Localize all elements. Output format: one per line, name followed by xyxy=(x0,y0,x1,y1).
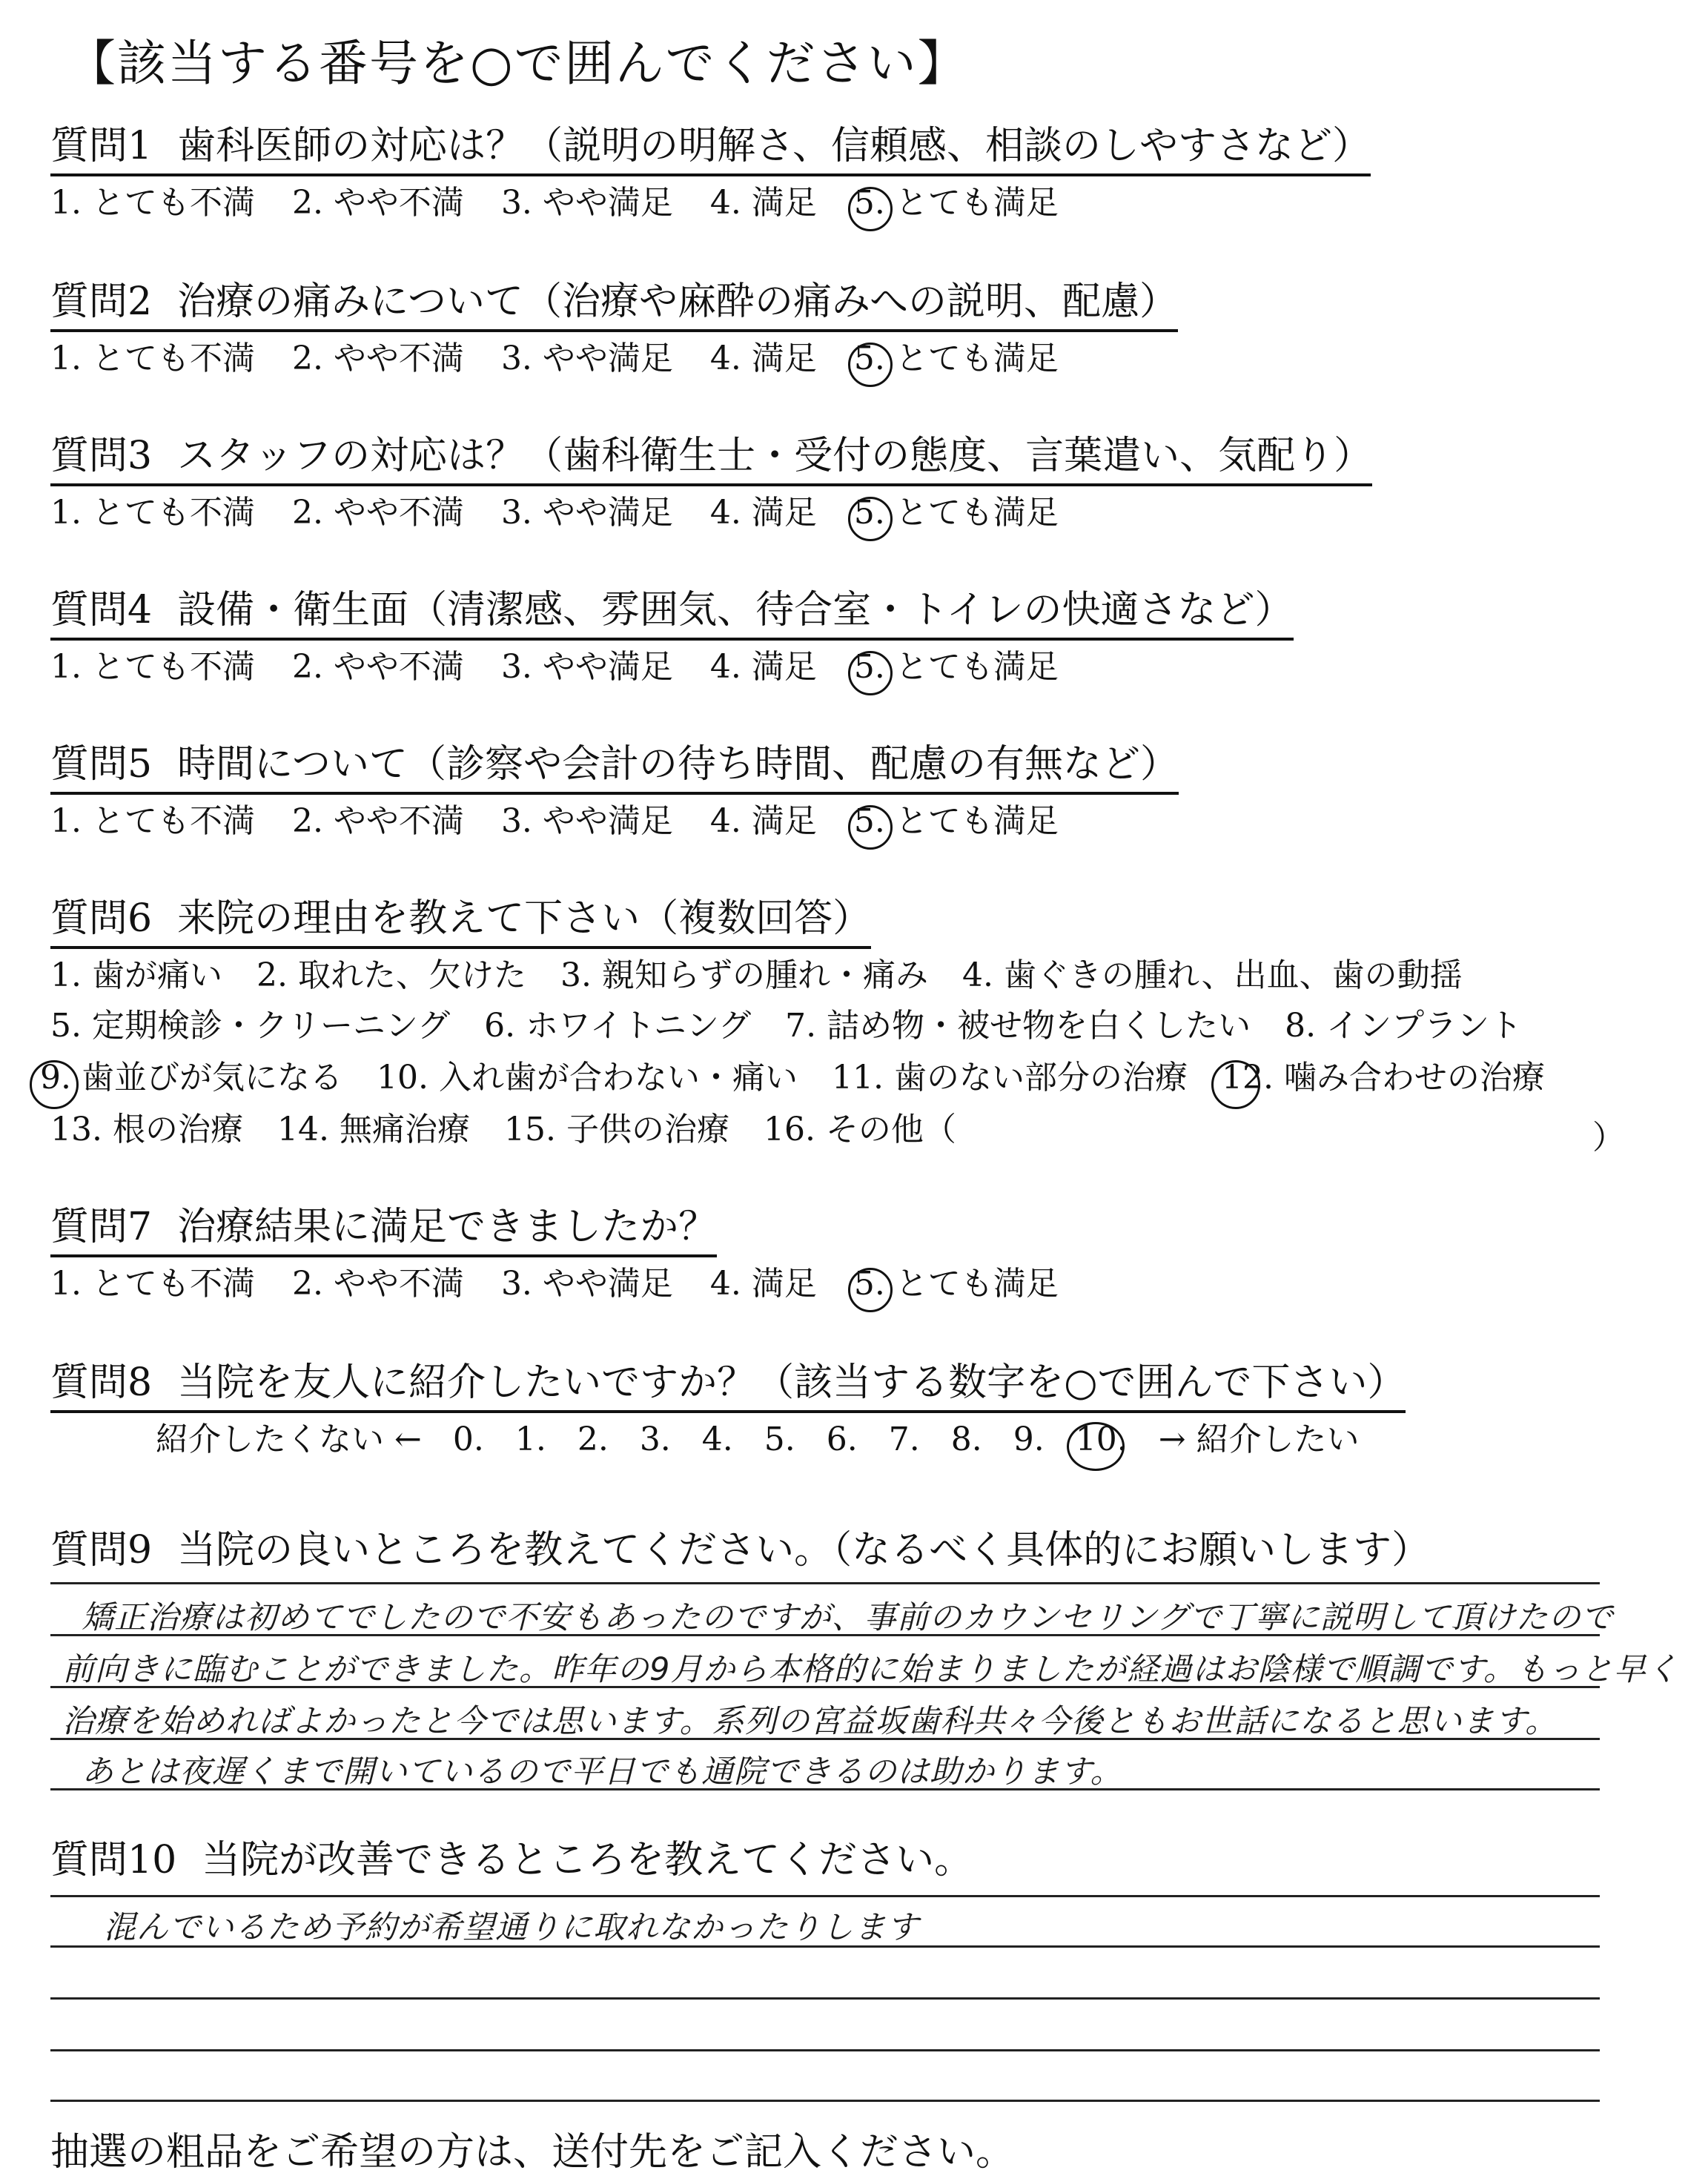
recommend-7[interactable] xyxy=(889,1421,920,1460)
question-7-options xyxy=(50,1265,1096,1304)
reasons-row-1 xyxy=(50,956,1497,996)
recommend-7-number: 7. xyxy=(888,1421,920,1458)
recommend-2[interactable] xyxy=(577,1421,609,1460)
reason-6[interactable] xyxy=(484,1007,751,1046)
question-2-options xyxy=(50,340,1096,379)
reason-14-number: 14. xyxy=(277,1111,329,1148)
reason-1-number: 1. xyxy=(50,956,82,994)
option-2[interactable]: 2. やや不満 xyxy=(291,494,464,532)
question-1-text: 歯科医師の対応は？（説明の明解さ、信頼感、相談のしやすさなど） xyxy=(177,124,1371,168)
option-5-circled[interactable] xyxy=(854,340,1059,379)
reason-16-number: 16. xyxy=(763,1111,815,1148)
reason-15-number: 15. xyxy=(503,1111,556,1148)
option-3[interactable]: 3. やや満足 xyxy=(500,802,673,840)
reason-9-number: 9. xyxy=(40,1059,71,1097)
question-3-options xyxy=(50,494,1096,533)
question-4-options xyxy=(50,648,1096,687)
option-4[interactable]: 4. 満足 xyxy=(709,494,817,532)
option-2[interactable]: 2. やや不満 xyxy=(291,802,464,840)
question-8-text: 当院を友人に紹介したいですか？（該当する数字を○で囲んで下さい） xyxy=(177,1360,1406,1405)
reason-7-number: 7. xyxy=(785,1007,817,1045)
question-2-text: 治療の痛みについて（治療や麻酔の痛みへの説明、配慮） xyxy=(177,280,1179,324)
reason-14-label: 無痛治療 xyxy=(339,1111,470,1148)
question-7-text: 治療結果に満足できましたか？ xyxy=(177,1205,718,1249)
question-10-text: 当院が改善できるところを教えてください。 xyxy=(202,1838,973,1882)
reason-2-label: 取れた、欠けた xyxy=(297,956,526,994)
question-4-title xyxy=(50,589,1294,641)
reason-4-label: 歯ぐきの腫れ、出血、歯の動揺 xyxy=(1003,956,1463,994)
question-3-text: スタッフの対応は？（歯科衛生士・受付の態度、言葉遣い、気配り） xyxy=(177,434,1373,478)
option-5-circled[interactable] xyxy=(854,648,1059,687)
answer-line xyxy=(50,1634,1600,1636)
option-1[interactable]: 1. とても不満 xyxy=(50,1265,255,1303)
answer-line xyxy=(50,2100,1600,2102)
recommend-8-number: 8. xyxy=(950,1421,982,1458)
recommend-left-label: 紹介したくない ← xyxy=(156,1421,422,1458)
question-9-text: 当院の良いところを教えてください。（なるべく具体的にお願いします） xyxy=(177,1528,1431,1573)
option-4[interactable]: 4. 満足 xyxy=(709,648,817,686)
option-1[interactable]: 1. とても不満 xyxy=(50,184,255,222)
option-1[interactable]: 1. とても不満 xyxy=(50,648,255,686)
reason-8[interactable] xyxy=(1285,1007,1522,1046)
reason-3-label: 親知らずの腫れ・痛み xyxy=(601,956,928,994)
reason-11-label: 歯のない部分の治療 xyxy=(893,1059,1188,1097)
recommend-3[interactable] xyxy=(640,1421,671,1460)
answer-line xyxy=(50,1686,1600,1688)
reason-2-number: 2. xyxy=(256,956,288,994)
recommend-1[interactable] xyxy=(515,1421,546,1460)
reason-10[interactable] xyxy=(377,1059,798,1098)
option-3[interactable]: 3. やや満足 xyxy=(500,184,673,222)
option-5-circled[interactable] xyxy=(854,184,1059,223)
reason-5-label: 定期検診・クリーニング xyxy=(91,1007,451,1045)
question-9-title xyxy=(50,1518,1430,1574)
recommend-9[interactable] xyxy=(1013,1421,1045,1460)
answer-line xyxy=(50,1582,1600,1584)
option-3[interactable]: 3. やや満足 xyxy=(500,1265,673,1303)
recommend-9-number: 9. xyxy=(1013,1421,1045,1458)
reason-13[interactable] xyxy=(50,1111,243,1150)
reason-15[interactable] xyxy=(504,1111,729,1150)
question-7-title xyxy=(50,1206,717,1257)
answer-line xyxy=(50,1738,1600,1740)
question-1-options xyxy=(50,184,1096,223)
option-4[interactable]: 4. 満足 xyxy=(709,1265,817,1303)
recommend-right-label: → 紹介したい xyxy=(1158,1421,1360,1458)
option-5-number: 5. xyxy=(853,648,885,686)
recommend-4[interactable] xyxy=(702,1421,733,1460)
option-4[interactable]: 4. 満足 xyxy=(709,802,817,840)
reason-10-label: 入れ歯が合わない・痛い xyxy=(438,1059,798,1097)
option-5-label: とても満足 xyxy=(895,184,1059,222)
option-5-number: 5. xyxy=(853,802,885,840)
reason-8-label: インプラント xyxy=(1326,1007,1523,1045)
recommend-10-number: 10. xyxy=(1075,1421,1128,1458)
option-5-circled[interactable] xyxy=(854,1265,1059,1304)
question-10-number: 質問10 xyxy=(50,1838,177,1882)
reason-7-label: 詰め物・被せ物を白くしたい xyxy=(827,1007,1251,1045)
question-8-number: 質問8 xyxy=(50,1360,153,1405)
option-3[interactable]: 3. やや満足 xyxy=(500,494,673,532)
option-4[interactable]: 4. 満足 xyxy=(709,340,817,377)
reason-15-label: 子供の治療 xyxy=(566,1111,729,1148)
reason-12-circled[interactable] xyxy=(1222,1059,1545,1098)
question-9-number: 質問9 xyxy=(50,1528,153,1573)
reason-3[interactable] xyxy=(560,956,928,996)
recommend-0[interactable] xyxy=(453,1421,484,1460)
answer-line xyxy=(50,1895,1600,1897)
question-5-number: 質問5 xyxy=(50,742,153,787)
reason-4-number: 4. xyxy=(961,956,993,994)
option-2[interactable]: 2. やや不満 xyxy=(291,184,464,222)
recommend-5-number: 5. xyxy=(764,1421,795,1458)
option-5-label: とても満足 xyxy=(895,648,1059,686)
option-1[interactable]: 1. とても不満 xyxy=(50,494,255,532)
reason-10-number: 10. xyxy=(376,1059,428,1097)
recommend-1-number: 1. xyxy=(514,1421,546,1458)
answer-line xyxy=(50,1945,1600,1948)
reason-16-label: その他（ xyxy=(825,1111,956,1148)
recommend-5[interactable] xyxy=(764,1421,795,1460)
question-3-number: 質問3 xyxy=(50,434,153,478)
reason-13-label: 根の治療 xyxy=(112,1111,243,1148)
q9-answer-line-3[interactable]: 治療を始めればよかったと今では思います。系列の宮益坂歯科共々今後ともお世話になると思います。 xyxy=(62,1703,1558,1740)
option-2[interactable]: 2. やや不満 xyxy=(291,340,464,377)
reason-9-circled[interactable] xyxy=(40,1059,342,1098)
question-4-number: 質問4 xyxy=(50,588,153,632)
recommend-10-circled[interactable] xyxy=(1076,1421,1128,1460)
reason-6-number: 6. xyxy=(484,1007,516,1045)
option-5-number: 5. xyxy=(853,494,885,532)
option-5-number: 5. xyxy=(853,340,885,377)
recommend-6-number: 6. xyxy=(826,1421,858,1458)
option-3[interactable]: 3. やや満足 xyxy=(500,648,673,686)
reason-13-number: 13. xyxy=(50,1111,102,1148)
reason-8-number: 8. xyxy=(1285,1007,1317,1045)
answer-line xyxy=(50,1997,1600,2000)
reason-1-label: 歯が痛い xyxy=(91,956,222,994)
reason-6-label: ホワイトニング xyxy=(526,1007,752,1045)
reason-9-label: 歯並びが気になる xyxy=(81,1059,342,1097)
recommend-0-number: 0. xyxy=(452,1421,484,1458)
question-5-title xyxy=(50,743,1179,795)
reason-4[interactable] xyxy=(962,956,1463,996)
question-3-title xyxy=(50,434,1372,486)
reason-5-number: 5. xyxy=(50,1007,82,1045)
question-5-text: 時間について（診察や会計の待ち時間、配慮の有無など） xyxy=(177,742,1179,787)
recommend-3-number: 3. xyxy=(639,1421,671,1458)
option-5-circled[interactable] xyxy=(854,494,1059,533)
option-2[interactable]: 2. やや不満 xyxy=(291,1265,464,1303)
reasons-row-3 xyxy=(40,1059,1579,1098)
reason-16[interactable] xyxy=(764,1111,956,1150)
q10-answer-line-1[interactable]: 混んでいるため予約が希望通りに取れなかったりします xyxy=(104,1909,919,1946)
question-10-title xyxy=(50,1828,973,1884)
q9-answer-line-2[interactable]: 前向きに臨むことができました。昨年の9月から本格的に始まりましたが経過はお陰様で順調です。もっと早く xyxy=(62,1651,1679,1688)
recommend-6[interactable] xyxy=(827,1421,858,1460)
option-3[interactable]: 3. やや満足 xyxy=(500,340,673,377)
q9-answer-line-1[interactable]: 矯正治療は初めてでしたので不安もあったのですが、事前のカウンセリングで丁寧に説明して頂けたので xyxy=(82,1599,1614,1636)
option-5-label: とても満足 xyxy=(895,494,1059,532)
reason-7[interactable] xyxy=(785,1007,1251,1046)
question-4-text: 設備・衛生面（清潔感、雰囲気、待合室・トイレの快適さなど） xyxy=(177,588,1294,632)
recommend-8[interactable] xyxy=(951,1421,982,1460)
question-2-title xyxy=(50,280,1178,332)
question-2-number: 質問2 xyxy=(50,280,153,324)
question-6-number: 質問6 xyxy=(50,896,153,941)
option-1[interactable]: 1. とても不満 xyxy=(50,802,255,840)
recommend-scale xyxy=(156,1421,1391,1460)
option-5-label: とても満足 xyxy=(895,802,1059,840)
option-5-number: 5. xyxy=(853,184,885,222)
reason-5[interactable] xyxy=(50,1007,450,1046)
question-5-options xyxy=(50,802,1096,841)
q9-answer-line-4[interactable]: あとは夜遅くまで開いているので平日でも通院できるのは助かります。 xyxy=(82,1753,1123,1790)
page-title: 【該当する番号を○で囲んでください】 xyxy=(67,35,968,92)
reason-11-number: 11. xyxy=(831,1059,884,1097)
option-5-label: とても満足 xyxy=(895,1265,1059,1303)
recommend-4-number: 4. xyxy=(701,1421,733,1458)
question-7-number: 質問7 xyxy=(50,1205,153,1249)
reasons-row-4 xyxy=(50,1111,990,1150)
reason-3-number: 3. xyxy=(560,956,592,994)
answer-line xyxy=(50,2049,1600,2051)
option-2[interactable]: 2. やや不満 xyxy=(291,648,464,686)
option-4[interactable]: 4. 満足 xyxy=(709,184,817,222)
option-5-number: 5. xyxy=(853,1265,885,1303)
reason-14[interactable] xyxy=(277,1111,470,1150)
reasons-row-2 xyxy=(50,1007,1556,1046)
reason-1[interactable] xyxy=(50,956,222,996)
question-8-title xyxy=(50,1361,1406,1413)
answer-line xyxy=(50,1788,1600,1790)
option-5-circled[interactable] xyxy=(854,802,1059,841)
question-6-title xyxy=(50,897,871,949)
reason-11[interactable] xyxy=(832,1059,1188,1098)
question-1-title xyxy=(50,125,1371,176)
question-1-number: 質問1 xyxy=(50,124,153,168)
reason-12-number: 12. xyxy=(1221,1059,1274,1097)
gift-request-text: 抽選の粗品をご希望の方は、送付先をご記入ください。 xyxy=(50,2130,1015,2175)
option-5-label: とても満足 xyxy=(895,340,1059,377)
recommend-2-number: 2. xyxy=(577,1421,609,1458)
reason-12-label: 噛み合わせの治療 xyxy=(1283,1059,1545,1097)
other-close-paren: ） xyxy=(1592,1119,1625,1157)
question-6-text: 来院の理由を教えて下さい（複数回答） xyxy=(177,896,872,941)
reason-2[interactable] xyxy=(256,956,526,996)
option-1[interactable]: 1. とても不満 xyxy=(50,340,255,377)
